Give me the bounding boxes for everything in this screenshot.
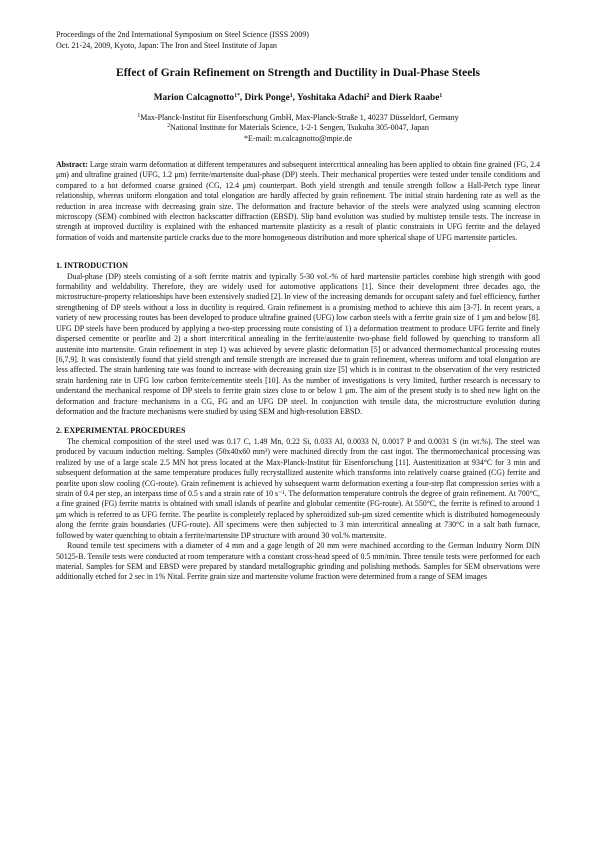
section-heading-introduction: 1. INTRODUCTION (56, 261, 129, 271)
author-separator: and (369, 93, 389, 103)
abstract (56, 160, 540, 243)
abstract-label: Abstract: (56, 159, 88, 169)
body-paragraph: The chemical composition of the steel used was 0.17 C, 1.49 Mn, 0.22 Si, 0.033 Al, 0.0033 N, 0.0017 P and 0.0031 S (in wt.%). The steel was produced by vacuum induction melting. Samples (50x40x60 mm³) were machined directly from the cast ingot. The thermomechanical processing was realized by use of a large scale 2.5 MN hot press located at the Max-Planck-Institut für Eisenforschung [11]. Austenitization at 934°C for 3 min and subsequent deformation at the same temperature produces fully recrystallized austenite which transforms into relatively coarse grained (CG) ferrite and pearlite upon slow cooling (CG-route). Grain refinement is achieved by subsequent warm deformation exerting a four-step flat compression series with a strain of 0.4 per step, an interpass time of 0.5 s and a strain rate of 10 s⁻¹. The deformation temperature controls the degree of grain refinement. At 700°C, a fine grained (FG) ferrite matrix is obtained with small islands of pearlite and globular cementite (FG-route). At 550°C, the ferrite is refined to around 1 μm which is referred to as UFG ferrite. The pearlite is completely replaced by spheroidized sub-μm sized cementite which is distributed homogeneously along the ferrite grain boundaries (UFG-route). All specimens were then subjected to 3 min intercritical annealing at 730°C in a salt bath furnace, followed by water quenching to obtain a ferrite/martensite DP structure with around 30 vol.% martensite. (56, 436, 540, 540)
section-heading-experimental: 2. EXPERIMENTAL PROCEDURES (56, 426, 186, 436)
conference-date-line: Oct. 21-24, 2009, Kyoto, Japan: The Iron and Steel Institute of Japan (56, 40, 277, 50)
abstract-text: Large strain warm deformation at different temperatures and subsequent intercritical annealing has been applied to obtain fine grained (FG, 2.4 μm) and ultrafine grained (UFG, 1.2 μm) ferrite/martensite dual-phase (DP) steels. Their mechanical properties were tested under tensile conditions and compared to a hot deformed coarse grained (CG, 12.4 μm) counterpart. Both yield strength and tensile strength follow a Hall-Petch type linear relationship, whereas uniform elongation and total elongation are hardly affected by grain refinement. The initial strain hardening rate as well as the reduction in area increase with decreasing grain size. The deformation and fracture behavior of the steels were analyzed using scanning electron microscopy (SEM) combined with electron backscatter diffraction (EBSD). Slip band evolution was studied by multistep tensile tests. The increase in strength at improved ductility is explained with the enhanced martensite plasticity as a result of plastic constraints in UFG ferrite and the delayed formation of voids and martensite particle cracks due to the more homogeneous distribution and more spherical shape of UFG martensite particles. (56, 159, 540, 242)
author-superscript: 1 (289, 93, 293, 99)
author-name: Dierk Raabe (388, 93, 440, 103)
body-paragraph: Dual-phase (DP) steels consisting of a soft ferrite matrix and typically 5-30 vol.-% of hard martensite particles combine high strength with good formability and weldability. Therefore, they are widely used for automotive applications [1]. Since their development three decades ago, the microstructure-property relationships have been extensively studied [2]. In view of the increasing demands for occupant safety and fuel efficiency, further strengthening of DP steels without a loss in ductility is required. Grain refinement is a promising method to achieve this aim [3-7]. In recent years, a variety of new processing routes has been developed to produce ultrafine grained (UFG) low carbon steels with a ferrite grain size of 1 μm and below [8]. UFG DP steels have been produced by applying a two-step processing route consisting of 1) a deformation treatment to produce UFG ferrite and finely dispersed cementite or pearlite and 2) a short intercritical annealing in the ferrite/austenite two-phase field followed by quenching to transform all austenite into martensite. Grain refinement in step 1) was achieved by severe plastic deformation [5] or advanced thermomechanical processing routes [6,7,9]. It was consistently found that yield strength and tensile strength are increased due to grain refinement, whereas uniform and total elongation are less affected. The strain hardening rate was found to increase with decreasing grain size [5] which is in contrast to the observation of the very restricted strain hardening rate in UFG low carbon ferrite/cementite steels [10]. As the number of investigations is very limited, further research is necessary to understand the mechanical response of DP steels to ferrite grain sizes close to or below 1 μm. The aim of the present study is to shed new light on the deformation and fracture mechanisms in a CG, FG and an UFG DP steel. In conjunction with tensile data, the microstructure evolution during deformation and the fracture mechanisms were studied by using SEM and high-resolution EBSD. (56, 271, 540, 417)
affiliations (56, 113, 540, 144)
author-list (56, 92, 540, 104)
author-name: Yoshitaka Adachi (296, 93, 367, 103)
paper-page (56, 30, 540, 583)
affiliation-line (56, 113, 540, 123)
author-separator: , (239, 93, 245, 103)
corresponding-email: *E-mail: m.calcagnotto@mpie.de (244, 133, 352, 143)
author-name: Dirk Ponge (244, 93, 290, 103)
affiliation-superscript: 2 (167, 123, 171, 130)
conference-header (56, 30, 540, 51)
affiliation-line (56, 123, 540, 133)
author-superscript: 1* (234, 93, 240, 99)
affiliation-text: Max-Planck-Institut für Eisenforschung GmbH, Max-Planck-Straße 1, 40237 Düsseldorf, Germany (140, 113, 459, 122)
conference-line: Proceedings of the 2nd International Symposium on Steel Science (ISSS 2009) (56, 30, 309, 39)
author-superscript: 1 (439, 93, 443, 99)
affiliation-text: National Institute for Materials Science, 1-2-1 Sengen, Tsukuba 305-0047, Japan (170, 123, 429, 133)
affiliation-superscript: 1 (137, 113, 141, 119)
author-name: Marion Calcagnotto (153, 93, 235, 103)
author-superscript: 2 (366, 93, 370, 99)
body-paragraph: Round tensile test specimens with a diameter of 4 mm and a gage length of 20 mm were machined according to the German Industry Norm DIN 50125-B. Tensile tests were conducted at room temperature with a constant cross-head speed of 0.5 mm/min. Three tensile tests were performed for each material. Samples for SEM and EBSD were prepared by standard metallographic grinding and polishing methods. Samples for SEM observations were additionally etched for 2 sec in 1% Nital. Ferrite grain size and martensite volume fraction were determined from a range of SEM images (56, 541, 540, 582)
paper-title: Effect of Grain Refinement on Strength and Ductility in Dual-Phase Steels (116, 67, 480, 79)
author-separator: , (292, 93, 297, 103)
